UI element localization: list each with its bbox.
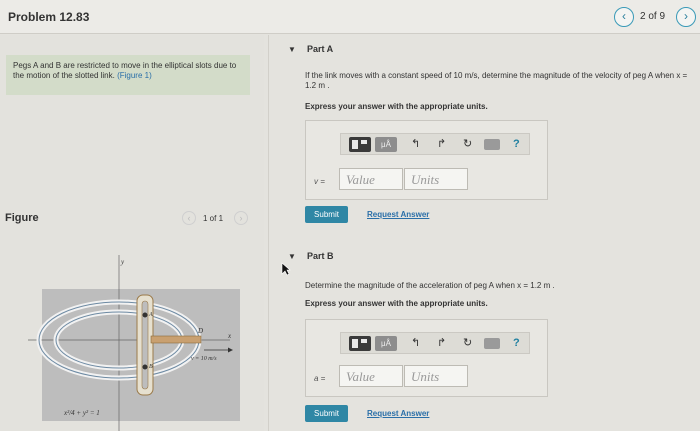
- figure-link[interactable]: (Figure 1): [117, 71, 152, 80]
- variable-label: a =: [314, 374, 326, 383]
- chevron-right-icon: ›: [239, 213, 243, 223]
- figure-label: Figure: [5, 212, 39, 224]
- chevron-left-icon: ‹: [187, 213, 191, 223]
- reset-icon[interactable]: ↻: [463, 337, 473, 349]
- left-pane: [0, 35, 264, 431]
- mouse-cursor-icon: [281, 262, 291, 276]
- part-a-submit-button[interactable]: Submit: [305, 206, 348, 223]
- part-a-header[interactable]: [276, 36, 696, 64]
- figure-next-button[interactable]: [234, 211, 248, 225]
- figure-counter: 1 of 1: [203, 214, 224, 223]
- undo-icon[interactable]: ↰: [411, 337, 421, 349]
- value-input[interactable]: Value: [339, 168, 403, 190]
- part-b-title: Part B: [307, 251, 334, 261]
- undo-icon[interactable]: ↰: [411, 138, 421, 150]
- equation-toolbar: [340, 133, 530, 155]
- part-a-instruction: Express your answer with the appropriate units.: [305, 102, 488, 111]
- prev-problem-button[interactable]: [614, 7, 634, 27]
- x-axis-label: x: [228, 332, 232, 340]
- part-b-request-answer-link[interactable]: Request Answer: [367, 409, 430, 418]
- top-bar: [0, 0, 700, 34]
- reset-icon[interactable]: ↻: [463, 138, 473, 150]
- units-symbol-button[interactable]: μÅ: [375, 336, 397, 351]
- next-problem-button[interactable]: [676, 7, 696, 27]
- chevron-right-icon: ›: [684, 9, 688, 23]
- templates-icon[interactable]: [349, 137, 371, 152]
- part-a-request-answer-link[interactable]: Request Answer: [367, 210, 430, 219]
- description-text: Pegs A and B are restricted to move in the elliptical slots due to the motion of the slotted link.: [13, 61, 237, 80]
- help-icon[interactable]: ?: [513, 138, 520, 150]
- velocity-label: v = 10 m/s: [191, 356, 217, 362]
- units-symbol-button[interactable]: μÅ: [375, 137, 397, 152]
- page-indicator: 2 of 9: [640, 11, 666, 22]
- part-b-header[interactable]: [276, 243, 696, 271]
- templates-icon[interactable]: [349, 336, 371, 351]
- part-b-answer-box: [305, 319, 548, 397]
- peg-a: [143, 313, 148, 318]
- part-b-submit-button[interactable]: Submit: [305, 405, 348, 422]
- part-b-instruction: Express your answer with the appropriate units.: [305, 299, 488, 308]
- peg-b-label: B: [149, 364, 153, 370]
- caret-down-icon: ▼: [288, 45, 296, 54]
- help-icon[interactable]: ?: [513, 337, 520, 349]
- units-input[interactable]: Units: [404, 168, 468, 190]
- pane-divider: [268, 35, 269, 431]
- equation-toolbar: [340, 332, 530, 354]
- y-axis-label: y: [121, 258, 125, 266]
- variable-label: v =: [314, 177, 325, 186]
- keyboard-icon[interactable]: [484, 338, 500, 349]
- part-a-answer-box: [305, 120, 548, 200]
- problem-title: Problem 12.83: [8, 10, 90, 24]
- caret-down-icon: ▼: [288, 252, 296, 261]
- figure-diagram: [28, 255, 264, 431]
- ellipse-equation: x²/4 + y² = 1: [64, 409, 100, 417]
- problem-description: [6, 55, 250, 95]
- part-b-question: Determine the magnitude of the acceleration of peg A when x = 1.2 m .: [305, 281, 555, 290]
- figure-prev-button[interactable]: [182, 211, 196, 225]
- point-d-label: D: [198, 327, 204, 335]
- chevron-left-icon: ‹: [622, 9, 626, 23]
- keyboard-icon[interactable]: [484, 139, 500, 150]
- units-input[interactable]: Units: [404, 365, 468, 387]
- part-a-question: If the link moves with a constant speed of 10 m/s, determine the magnitude of the velocity of peg A when x = 1.2 m .: [305, 71, 688, 90]
- link-rod: [151, 336, 201, 343]
- peg-a-label: A: [149, 312, 153, 318]
- value-input[interactable]: Value: [339, 365, 403, 387]
- part-a-title: Part A: [307, 44, 334, 54]
- peg-b: [143, 365, 148, 370]
- redo-icon[interactable]: ↱: [437, 138, 447, 150]
- redo-icon[interactable]: ↱: [437, 337, 447, 349]
